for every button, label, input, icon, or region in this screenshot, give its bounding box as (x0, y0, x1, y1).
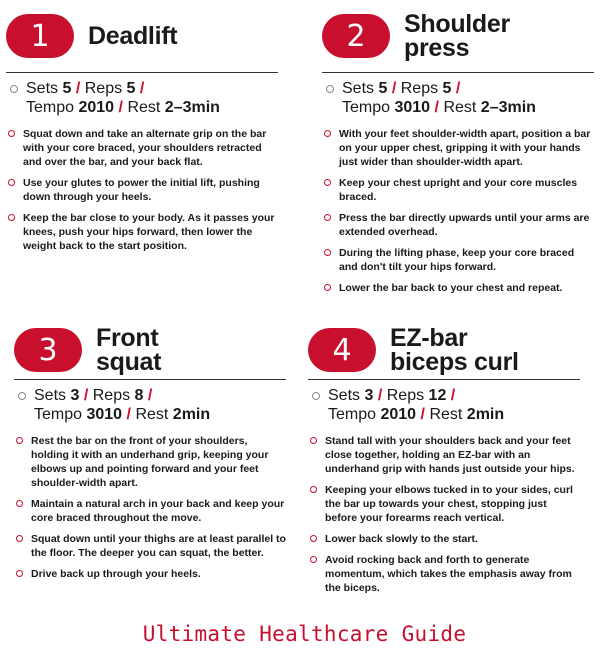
exercise-number-badge (14, 328, 82, 372)
exercise-title: Deadlift (88, 22, 178, 50)
exercise-header (308, 325, 580, 375)
ring-bullet-icon (18, 392, 26, 400)
bullet-icon (324, 130, 331, 137)
separator: / (75, 80, 81, 97)
separator: / (377, 387, 383, 404)
sets-value: 3 (70, 387, 80, 404)
step-item (14, 497, 286, 525)
bullet-icon (16, 570, 23, 577)
exercise-title: Shoulder press (404, 10, 510, 62)
step-item (308, 483, 580, 525)
stats-text (328, 386, 504, 424)
rest-label: Rest (127, 99, 161, 116)
stats-line-1 (328, 386, 504, 405)
stats-line-1 (342, 79, 536, 98)
bullet-icon (324, 284, 331, 291)
step-item (322, 246, 594, 274)
step-text: Keeping your elbows tucked in to your sides, curl the bar up towards your chest, stopping just before your forearms reach vertical. (325, 484, 573, 524)
bullet-icon (16, 437, 23, 444)
step-text: During the lifting phase, keep your core braced and don't tilt your hips forward. (339, 247, 575, 273)
exercise-header (322, 8, 594, 64)
tempo-label: Tempo (328, 406, 377, 423)
exercise-number-badge (308, 328, 376, 372)
separator: / (455, 80, 461, 97)
step-item (322, 176, 594, 204)
exercise-steps (14, 434, 286, 581)
stats-line-2 (328, 405, 504, 424)
step-text: Keep the bar close to your body. As it passes your knees, push your hips forward, then lower the weight back to the start position. (23, 212, 275, 252)
reps-label: Reps (400, 80, 439, 97)
reps-value: 5 (126, 80, 136, 97)
reps-value: 12 (428, 387, 447, 404)
exercise-number: 3 (38, 332, 58, 368)
step-text: Squat down until your thighs are at least parallel to the floor. The deeper you can squat, the better. (31, 533, 286, 559)
ring-bullet-icon (10, 85, 18, 93)
ring-bullet-icon (326, 85, 334, 93)
exercise-title: Front squat (96, 324, 162, 376)
step-item (308, 434, 580, 476)
stats-line-1 (26, 79, 220, 98)
tempo-value: 3010 (394, 99, 431, 116)
bullet-icon (324, 179, 331, 186)
separator: / (126, 406, 131, 423)
step-text: Lower the bar back to your chest and repeat. (339, 282, 563, 294)
exercise-steps (6, 127, 278, 253)
separator: / (118, 99, 123, 116)
stats-line-2 (34, 405, 210, 424)
exercise-card-2 (322, 8, 594, 302)
exercise-stats (6, 79, 278, 117)
rest-value: 2–3min (480, 99, 536, 116)
step-item (6, 176, 278, 204)
exercise-stats (14, 386, 286, 424)
bullet-icon (8, 130, 15, 137)
exercise-header (6, 8, 278, 64)
step-text: Drive back up through your heels. (31, 568, 201, 580)
bullet-icon (310, 486, 317, 493)
sets-value: 3 (364, 387, 374, 404)
separator: / (434, 99, 439, 116)
tempo-label: Tempo (342, 99, 391, 116)
exercise-card-4 (308, 325, 580, 602)
exercise-stats (308, 386, 580, 424)
stats-line-2 (26, 98, 220, 117)
step-item (322, 281, 594, 295)
footer-brand: Ultimate Healthcare Guide (142, 622, 467, 646)
sets-label: Sets (328, 387, 361, 404)
reps-label: Reps (84, 80, 123, 97)
exercise-header (14, 325, 286, 375)
bullet-icon (8, 179, 15, 186)
separator: / (83, 387, 89, 404)
step-text: Squat down and take an alternate grip on the bar with your core braced, your shoulders retracted and over the bar, and your back flat. (23, 128, 267, 168)
bullet-icon (310, 556, 317, 563)
tempo-value: 2010 (78, 99, 115, 116)
bullet-icon (324, 214, 331, 221)
sets-label: Sets (26, 80, 59, 97)
step-item (6, 127, 278, 169)
tempo-value: 2010 (380, 406, 417, 423)
exercise-steps (308, 434, 580, 595)
rest-label: Rest (135, 406, 169, 423)
exercise-card-3 (14, 325, 286, 588)
sets-value: 5 (62, 80, 72, 97)
tempo-label: Tempo (26, 99, 75, 116)
step-item (308, 553, 580, 595)
bullet-icon (310, 535, 317, 542)
step-text: Rest the bar on the front of your shoulders, holding it with an underhand grip, keeping your elbows up and pointing forward and your feet shoulder-width apart. (31, 435, 269, 489)
step-item (322, 211, 594, 239)
step-text: Use your glutes to power the initial lift, pushing down through your heels. (23, 177, 260, 203)
step-item (14, 567, 286, 581)
step-item (322, 127, 594, 169)
step-text: Keep your chest upright and your core muscles braced. (339, 177, 578, 203)
separator: / (450, 387, 456, 404)
sets-value: 5 (378, 80, 388, 97)
exercise-number-badge (322, 14, 390, 58)
bullet-icon (324, 249, 331, 256)
step-item (14, 434, 286, 490)
exercise-steps (322, 127, 594, 295)
separator: / (147, 387, 153, 404)
tempo-label: Tempo (34, 406, 83, 423)
rest-value: 2min (466, 406, 505, 423)
exercise-title: EZ-bar biceps curl (390, 324, 519, 376)
tempo-value: 3010 (86, 406, 123, 423)
separator: / (139, 80, 145, 97)
reps-label: Reps (386, 387, 425, 404)
step-text: Maintain a natural arch in your back and keep your core braced throughout the move. (31, 498, 285, 524)
reps-value: 5 (442, 80, 452, 97)
stats-line-2 (342, 98, 536, 117)
stats-line-1 (34, 386, 210, 405)
bullet-icon (310, 437, 317, 444)
step-item (14, 532, 286, 560)
step-item (6, 211, 278, 253)
bullet-icon (16, 535, 23, 542)
bullet-icon (16, 500, 23, 507)
step-text: With your feet shoulder-width apart, position a bar on your upper chest, gripping it with your hands just wider than shoulder-width apart. (339, 128, 591, 168)
separator: / (391, 80, 397, 97)
exercise-stats (322, 79, 594, 117)
divider (6, 72, 278, 73)
rest-label: Rest (443, 99, 477, 116)
divider (322, 72, 594, 73)
exercise-card-1 (6, 8, 278, 260)
rest-value: 2min (172, 406, 211, 423)
exercise-number-badge (6, 14, 74, 58)
exercise-number: 4 (332, 332, 352, 368)
stats-text (26, 79, 220, 117)
stats-text (34, 386, 210, 424)
ring-bullet-icon (312, 392, 320, 400)
sets-label: Sets (34, 387, 67, 404)
bullet-icon (8, 214, 15, 221)
exercise-number: 2 (346, 18, 366, 54)
rest-label: Rest (429, 406, 463, 423)
sets-label: Sets (342, 80, 375, 97)
step-text: Avoid rocking back and forth to generate momentum, which takes the emphasis away from the biceps. (325, 554, 572, 594)
exercise-number: 1 (30, 18, 50, 54)
separator: / (420, 406, 425, 423)
step-item (308, 532, 580, 546)
reps-value: 8 (134, 387, 144, 404)
step-text: Stand tall with your shoulders back and your feet close together, holding an EZ-bar with an underhand grip with hands just outside your hips. (325, 435, 575, 475)
divider (14, 379, 286, 380)
step-text: Lower back slowly to the start. (325, 533, 478, 545)
stats-text (342, 79, 536, 117)
rest-value: 2–3min (164, 99, 220, 116)
reps-label: Reps (92, 387, 131, 404)
divider (308, 379, 580, 380)
step-text: Press the bar directly upwards until your arms are extended overhead. (339, 212, 590, 238)
